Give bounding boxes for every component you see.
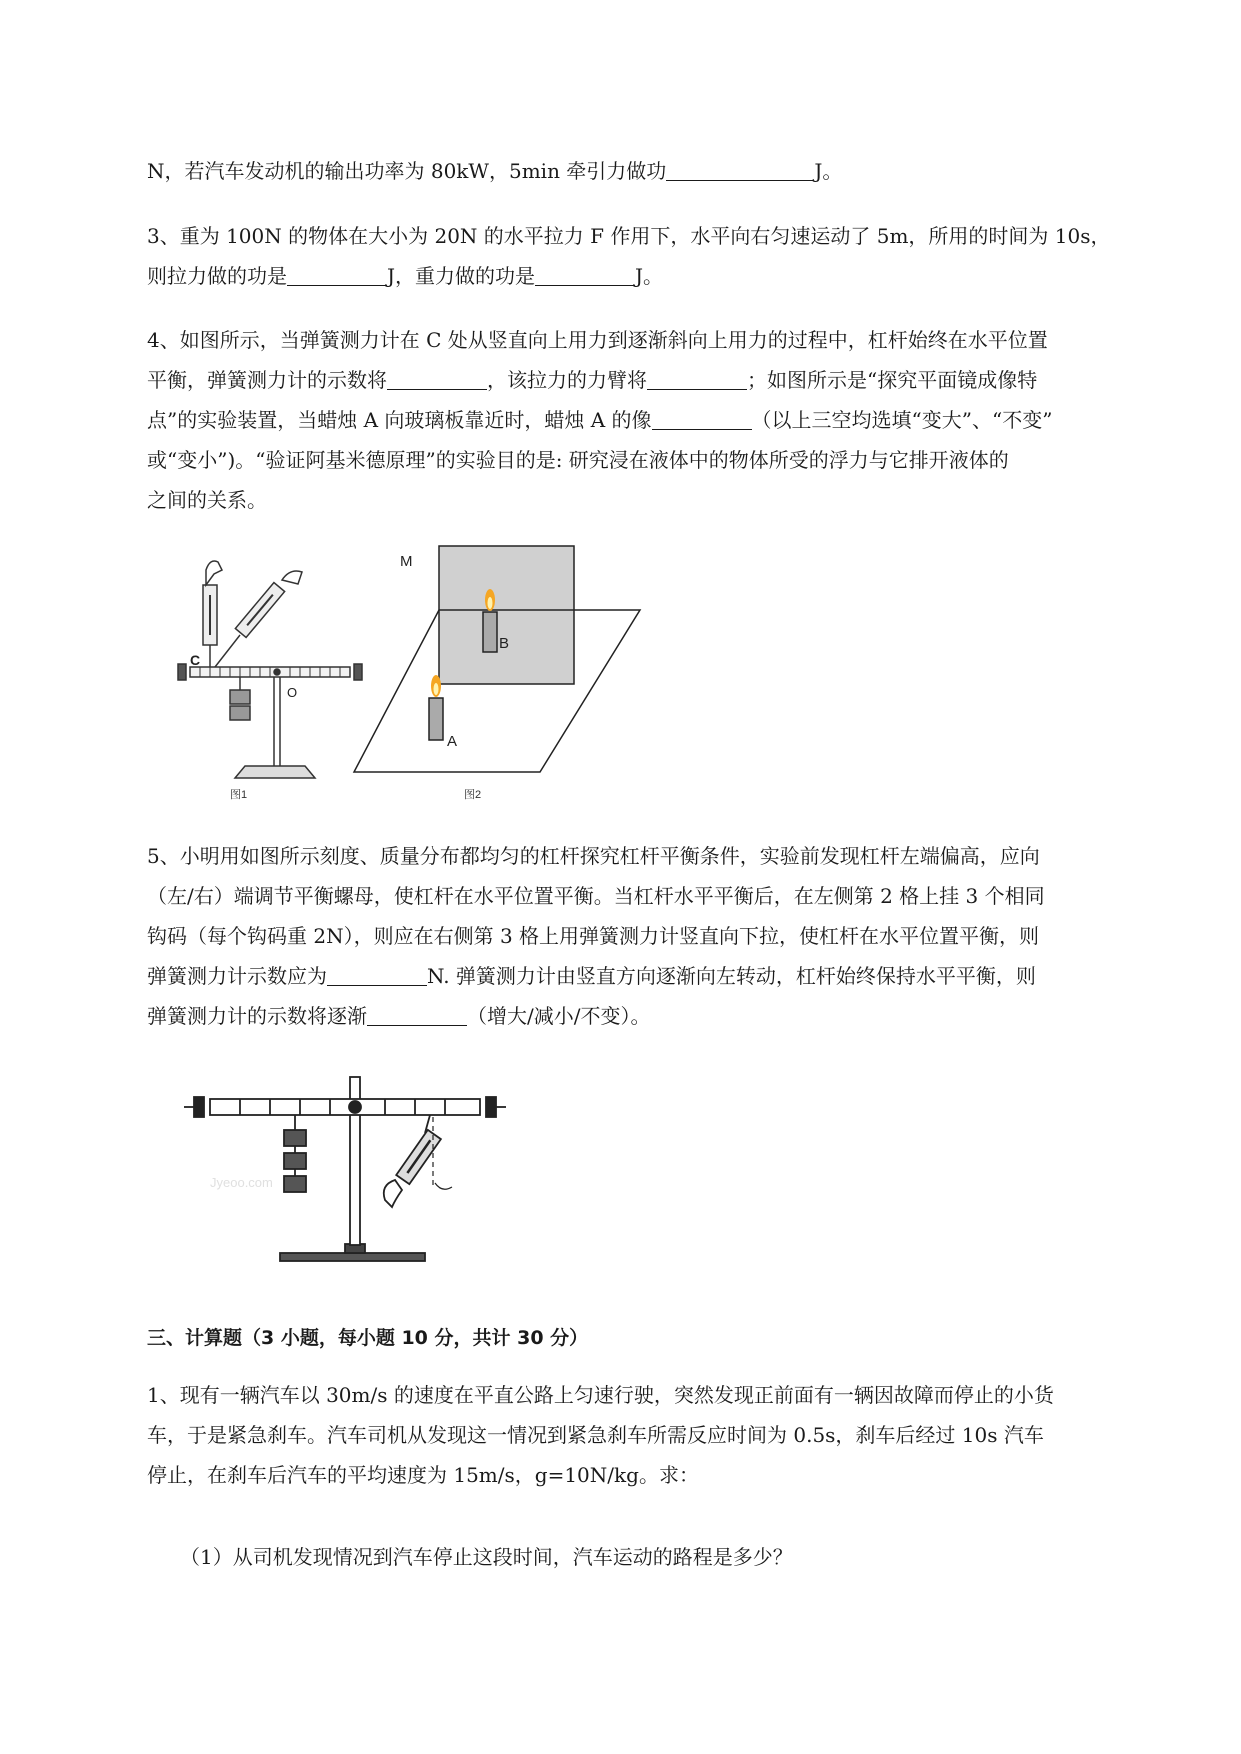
figure-2-label-m: M [400, 553, 413, 570]
q4-text: ；如图所示是“探究平面镜成像特 [747, 368, 1038, 392]
figure-2-label-b: B [499, 635, 510, 652]
q3-text: J。 [635, 264, 664, 288]
figure-1-label-o: O [287, 685, 298, 700]
figure-3-watermark: Jyeoo.com [210, 1175, 273, 1190]
q3-line-1: 3、重为 100N 的物体在大小为 20N 的水平拉力 F 作用下，水平向右匀速运动了 5m，所用的时间为 10s， [147, 224, 1111, 248]
answer-blank[interactable] [367, 1003, 467, 1026]
question-2-tail [147, 151, 1147, 191]
q2-unit: J。 [814, 159, 843, 183]
calc1-line-1: 1、现有一辆汽车以 30m/s 的速度在平直公路上匀速行驶，突然发现正前面有一辆因故障而停止的小货 [147, 1383, 1054, 1407]
figure-1-2-image [170, 540, 650, 805]
calc1-line-2: 车，于是紧急刹车。汽车司机从发现这一情况到紧急刹车所需反应时间为 0.5s，刹车后经过 10s 汽车 [147, 1423, 1044, 1447]
answer-blank[interactable] [287, 263, 387, 286]
q4-line-1: 4、如图所示，当弹簧测力计在 C 处从竖直向上用力到逐渐斜向上用力的过程中，杠杆始终在水平位置 [147, 328, 1048, 352]
figure-1-label-c: C [190, 652, 201, 668]
answer-blank[interactable] [327, 963, 427, 986]
figure-2-label-a: A [447, 733, 458, 750]
calc1-subquestion-1: （1）从司机发现情况到汽车停止这段时间，汽车运动的路程是多少？ [180, 1545, 793, 1569]
answer-blank[interactable] [647, 367, 747, 390]
figure-2-mirror [354, 546, 640, 772]
q5-line-3: 钩码（每个钩码重 2N），则应在右侧第 3 格上用弹簧测力计竖直向下拉，使杠杆在水平位置平衡，则 [147, 924, 1040, 948]
answer-blank[interactable] [387, 367, 487, 390]
q4-text: 点”的实验装置，当蜡烛 A 向玻璃板靠近时，蜡烛 A 的像 [147, 408, 652, 432]
calc-question-1 [147, 1375, 1147, 1495]
q3-text: J，重力做的功是 [387, 264, 536, 288]
question-5 [147, 836, 1147, 1036]
q4-text: （以上三空均选填“变大”、“不变” [751, 408, 1053, 432]
q4-text: 平衡，弹簧测力计的示数将 [147, 368, 387, 392]
q4-text: ，该拉力的力臂将 [487, 368, 647, 392]
q2-text: N，若汽车发动机的输出功率为 80kW，5min 牵引力做功 [147, 159, 667, 183]
q4-line-4: 或“变小”)。“验证阿基米德原理”的实验目的是: 研究浸在液体中的物体所受的浮力与它排开液体的 [147, 448, 1009, 472]
question-3 [147, 216, 1147, 296]
q5-text: 弹簧测力计示数应为 [147, 964, 327, 988]
answer-blank[interactable] [652, 407, 752, 430]
figure-2-caption: 图2 [464, 789, 482, 801]
q5-line-1: 5、小明用如图所示刻度、质量分布都均匀的杠杆探究杠杆平衡条件，实验前发现杠杆左端偏高，应向 [147, 844, 1040, 868]
figure-1-lever [178, 561, 362, 778]
q5-text: 弹簧测力计的示数将逐渐 [147, 1004, 367, 1028]
q4-line-5: 之间的关系。 [147, 488, 267, 512]
section-3-title: 三、计算题（3 小题，每小题 10 分，共计 30 分） [147, 1327, 589, 1349]
question-4 [147, 320, 1147, 520]
q5-text: N. 弹簧测力计由竖直方向逐渐向左转动，杠杆始终保持水平平衡，则 [427, 964, 1036, 988]
q3-text: 则拉力做的功是 [147, 264, 287, 288]
figure-1-caption: 图1 [230, 789, 248, 801]
q5-line-2: （左/右）端调节平衡螺母，使杠杆在水平位置平衡。当杠杆水平平衡后，在左侧第 2 格上挂 3 个相同 [147, 884, 1045, 908]
calc1-line-3: 停止，在刹车后汽车的平均速度为 15m/s，g=10N/kg。求： [147, 1463, 699, 1487]
figure-3-lever-image [180, 1075, 530, 1270]
answer-blank[interactable] [666, 158, 814, 181]
answer-blank[interactable] [535, 263, 635, 286]
q5-text: （增大/减小/不变）。 [467, 1004, 651, 1028]
